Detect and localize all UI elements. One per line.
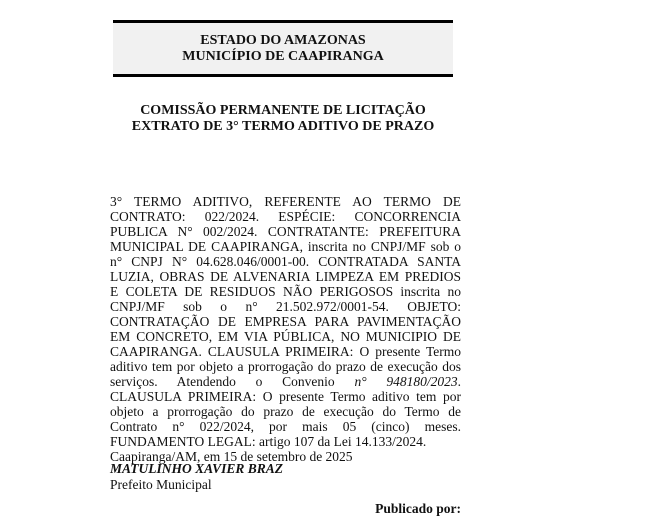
letterhead-line-state: ESTADO DO AMAZONAS: [200, 33, 366, 48]
body-line: [110, 254, 461, 269]
body-line: [110, 209, 461, 224]
body-line: [110, 329, 461, 344]
body-line: [110, 269, 461, 284]
body-segment: 3° TERMO ADITIVO, REFERENTE AO TERMO DE: [110, 194, 461, 209]
body-segment: LUZIA, OBRAS DE ALVENARIA LIMPEZA EM PREDIOS: [110, 269, 461, 284]
signatory-role: Prefeito Municipal: [110, 476, 212, 492]
body-line: [110, 284, 461, 299]
title-line-extract: EXTRATO DE 3° TERMO ADITIVO DE PRAZO: [131, 118, 435, 134]
body-line: [110, 404, 461, 419]
body-segment: CAAPIRANGA. CLAUSULA PRIMEIRA: O presente Termo: [110, 344, 461, 359]
body-segment: CNPJ/MF sob o n° 21.502.972/0001-54. OBJETO:: [110, 299, 461, 314]
body-line: [110, 224, 461, 239]
body-segment: objeto a prorrogação do prazo de execução do Termo de: [110, 404, 461, 419]
published-by-label: Publicado por:: [375, 501, 461, 516]
body-line: [110, 374, 461, 389]
body-segment: n° CNPJ N° 04.628.046/0001-00. CONTRATADA SANTA: [110, 254, 461, 269]
signature-block: [110, 461, 283, 492]
body-segment: Caapiranga/AM, em 15 de setembro de 2025: [110, 449, 353, 464]
body-segment-italic: n° 948180/2023: [354, 374, 458, 389]
body-segment: serviços. Atendendo o Convenio: [110, 374, 355, 389]
body-segment: CONTRATAÇÃO DE EMPRESA PARA PAVIMENTAÇÃO: [110, 314, 461, 329]
body-line: [110, 359, 461, 374]
body-line: [110, 434, 461, 449]
body-line: [110, 239, 461, 254]
signatory-name: MATULINHO XAVIER BRAZ: [110, 461, 284, 476]
document-title: [113, 103, 453, 134]
body-paragraph: [110, 194, 461, 464]
body-line: [110, 389, 461, 404]
body-segment: FUNDAMENTO LEGAL: artigo 107 da Lei 14.133/2024.: [110, 434, 427, 449]
body-segment: aditivo tem por objeto a prorrogação do prazo de execução dos: [110, 359, 461, 374]
body-line: [110, 419, 461, 434]
body-line: [110, 314, 461, 329]
letterhead-box: [113, 20, 453, 77]
body-segment: CLAUSULA PRIMEIRA: O presente Termo aditivo tem por: [110, 389, 461, 404]
body-segment: Contrato n° 022/2024, por mais 05 (cinco) meses.: [110, 419, 461, 434]
body-segment: .: [457, 374, 461, 389]
body-segment: MUNICIPAL DE CAAPIRANGA, inscrita no CNPJ/MF sob o: [110, 239, 461, 254]
letterhead-line-municipality: MUNICÍPIO DE CAAPIRANGA: [182, 49, 384, 64]
body-segment: CONTRATO: 022/2024. ESPÉCIE: CONCORRENCIA: [110, 209, 461, 224]
body-line: [110, 194, 461, 209]
body-segment: EM CONCRETO, EM VIA PÚBLICA, NO MUNICIPIO DE: [110, 329, 461, 344]
body-line: [110, 344, 461, 359]
title-line-commission: COMISSÃO PERMANENTE DE LICITAÇÃO: [140, 103, 426, 118]
body-segment: PUBLICA N° 002/2024. CONTRATANTE: PREFEITURA: [110, 224, 461, 239]
body-line: [110, 299, 461, 314]
body-segment: E COLETA DE RESIDUOS NÃO PERIGOSOS inscrita no: [110, 284, 461, 299]
